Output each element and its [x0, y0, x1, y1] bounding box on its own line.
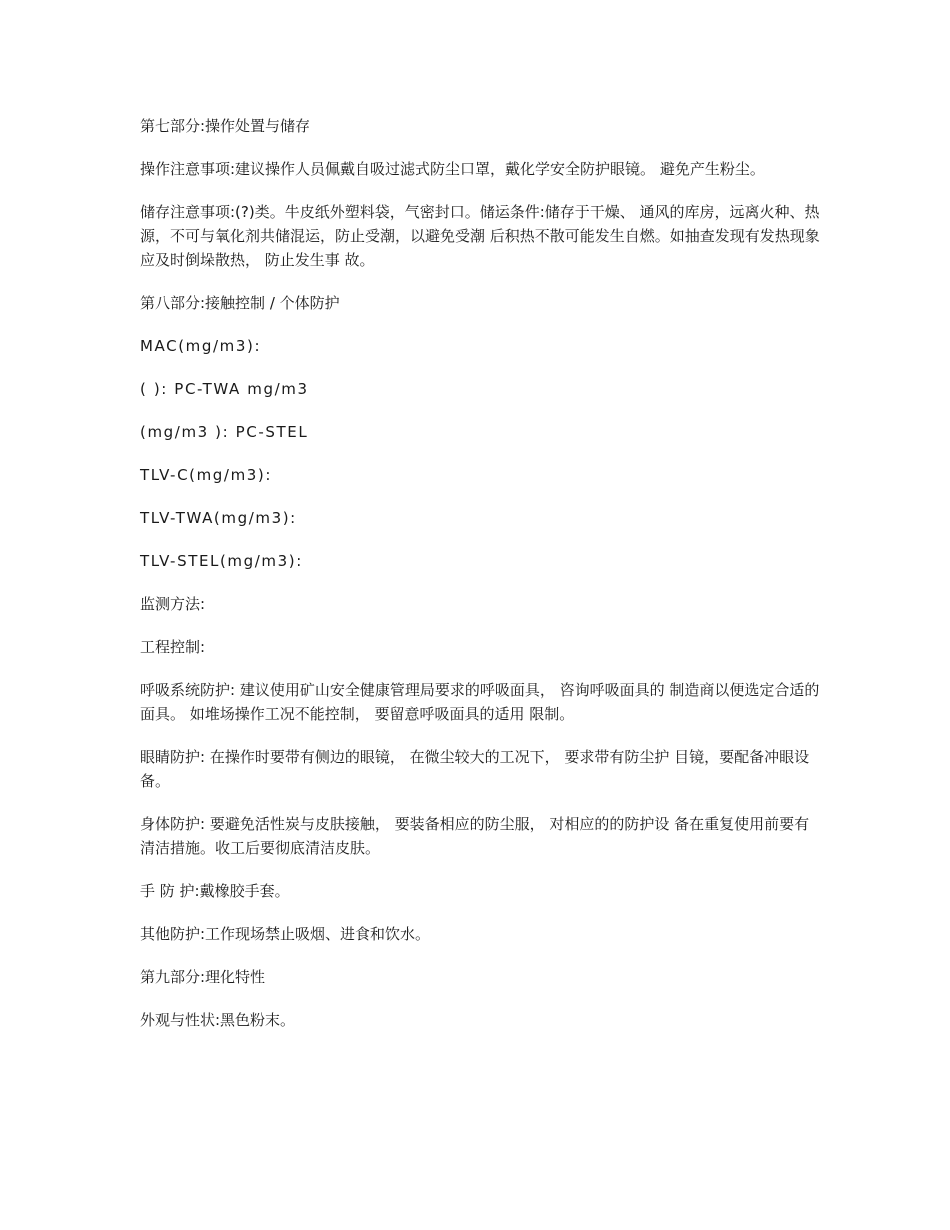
appearance-properties: 外观与性状:黑色粉末。	[140, 1011, 296, 1029]
section-heading-7: 第七部分:操作处置与储存	[140, 117, 311, 135]
tlv-twa-limit: TLV-TWA(mg/m3):	[140, 509, 297, 527]
body-protection: 身体防护: 要避免活性炭与皮肤接触， 要装备相应的防尘服， 对相应的的防护设 备在重复使用前要有清洁措施。收工后要彻底清洁皮肤。	[140, 815, 810, 857]
tlv-stel-limit: TLV-STEL(mg/m3):	[140, 552, 303, 570]
respiratory-protection: 呼吸系统防护: 建议使用矿山安全健康管理局要求的呼吸面具， 咨询呼吸面具的 制造商以便选定合适的面具。 如堆场操作工况不能控制， 要留意呼吸面具的适用 限制。	[140, 681, 820, 723]
pc-twa-limit: ( ): PC-TWA mg/m3	[140, 380, 309, 398]
section-heading-9: 第九部分:理化特性	[140, 968, 266, 986]
other-protection: 其他防护:工作现场禁止吸烟、进食和饮水。	[140, 925, 431, 943]
eye-protection: 眼睛防护: 在操作时要带有侧边的眼镜， 在微尘较大的工况下， 要求带有防尘护 目镜，要配备冲眼设备。	[140, 748, 810, 790]
engineering-control: 工程控制:	[140, 638, 206, 656]
document-body	[140, 114, 820, 1051]
storage-precautions: 储存注意事项:(?)类。牛皮纸外塑料袋，气密封口。储运条件:储存于干燥、 通风的库房，远离火种、热源，不可与氧化剂共储混运，防止受潮，以避免受潮 后积热不散可能发生自燃。如抽查发现有发热现象应及时倒垛散热， 防止发生事 故。	[140, 203, 820, 269]
hand-protection: 手 防 护:戴橡胶手套。	[140, 882, 290, 900]
pc-stel-limit: (mg/m3 ): PC-STEL	[140, 423, 309, 441]
tlv-c-limit: TLV-C(mg/m3):	[140, 466, 273, 484]
handling-precautions: 操作注意事项:建议操作人员佩戴自吸过滤式防尘口罩，戴化学安全防护眼镜。 避免产生粉尘。	[140, 160, 765, 178]
monitoring-method: 监测方法:	[140, 595, 206, 613]
mac-limit: MAC(mg/m3):	[140, 337, 262, 355]
section-heading-8: 第八部分:接触控制 / 个体防护	[140, 294, 340, 312]
